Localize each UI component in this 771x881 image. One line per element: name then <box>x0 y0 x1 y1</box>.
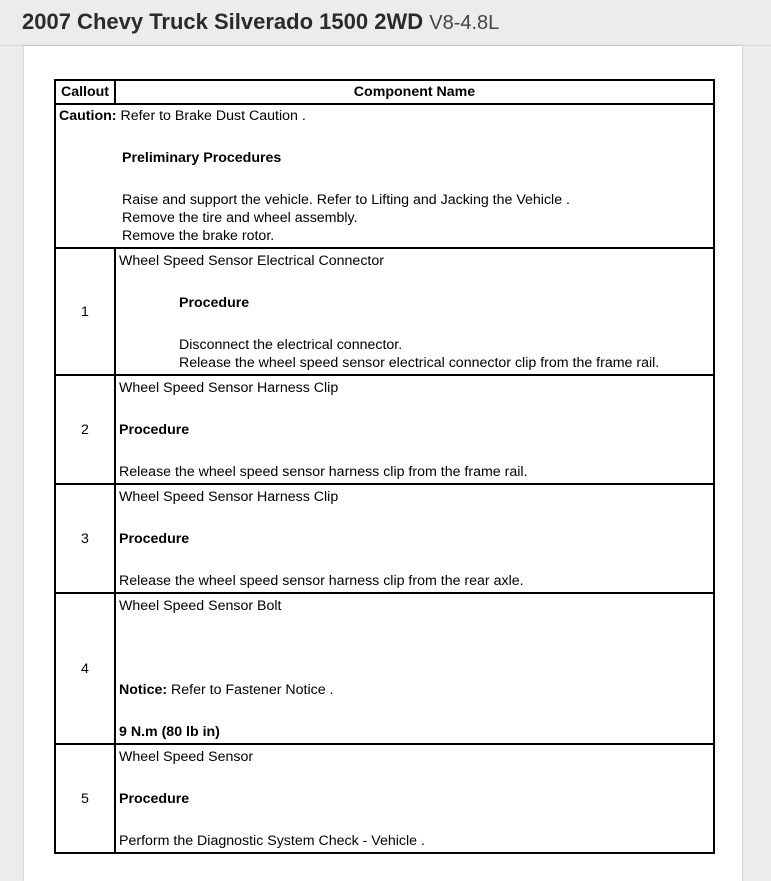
callout-number: 5 <box>55 744 115 853</box>
notice-line <box>119 681 710 699</box>
preliminary-step: Remove the tire and wheel assembly. <box>122 210 358 226</box>
preliminary-step: Remove the brake rotor. <box>122 228 275 244</box>
callout-number: 1 <box>55 248 115 375</box>
preliminary-step: Raise and support the vehicle. Refer to Lifting and Jacking the Vehicle . <box>122 192 570 208</box>
table-row <box>55 593 714 744</box>
component-name: Wheel Speed Sensor Electrical Connector <box>119 253 384 269</box>
procedure-step: Disconnect the electrical connector. <box>179 337 403 353</box>
caution-text: Refer to Brake Dust Caution . <box>116 108 306 124</box>
caution-row <box>55 104 714 248</box>
callout-number: 4 <box>55 593 115 744</box>
procedure-step: Release the wheel speed sensor harness clip from the rear axle. <box>119 573 524 589</box>
page-title <box>22 9 499 35</box>
table-header-row <box>55 80 714 104</box>
component-name: Wheel Speed Sensor Harness Clip <box>119 380 339 396</box>
procedure-label: Procedure <box>179 295 250 311</box>
component-name-header: Component Name <box>115 80 714 104</box>
caution-line <box>59 107 710 125</box>
torque-spec: 9 N.m (80 lb in) <box>119 724 220 740</box>
component-cell <box>115 248 714 375</box>
component-cell <box>115 593 714 744</box>
caution-label: Caution: <box>59 108 117 124</box>
component-name: Wheel Speed Sensor Bolt <box>119 598 282 614</box>
procedure-label: Procedure <box>119 422 190 438</box>
notice-label: Notice: <box>119 682 168 698</box>
table-row <box>55 484 714 593</box>
component-cell <box>115 484 714 593</box>
page-header <box>0 0 771 46</box>
component-cell <box>115 375 714 484</box>
procedure-table <box>54 79 715 854</box>
table-row <box>55 744 714 853</box>
document-page <box>24 46 742 881</box>
callout-number: 3 <box>55 484 115 593</box>
procedure-label: Procedure <box>119 531 190 547</box>
engine-label: V8-4.8L <box>429 12 500 34</box>
procedure-step: Release the wheel speed sensor electrical connector clip from the frame rail. <box>179 355 660 371</box>
procedure-step: Perform the Diagnostic System Check - Vehicle . <box>119 833 425 849</box>
vehicle-title: 2007 Chevy Truck Silverado 1500 2WD <box>22 9 424 34</box>
preliminary-title: Preliminary Procedures <box>122 150 282 166</box>
component-name: Wheel Speed Sensor Harness Clip <box>119 489 339 505</box>
procedure-label: Procedure <box>119 791 190 807</box>
callout-header: Callout <box>55 80 115 104</box>
notice-text: Refer to Fastener Notice . <box>167 682 334 698</box>
component-cell <box>115 744 714 853</box>
callout-number: 2 <box>55 375 115 484</box>
table-row <box>55 375 714 484</box>
component-name: Wheel Speed Sensor <box>119 749 254 765</box>
caution-cell <box>55 104 714 248</box>
table-row <box>55 248 714 375</box>
procedure-step: Release the wheel speed sensor harness clip from the frame rail. <box>119 464 528 480</box>
